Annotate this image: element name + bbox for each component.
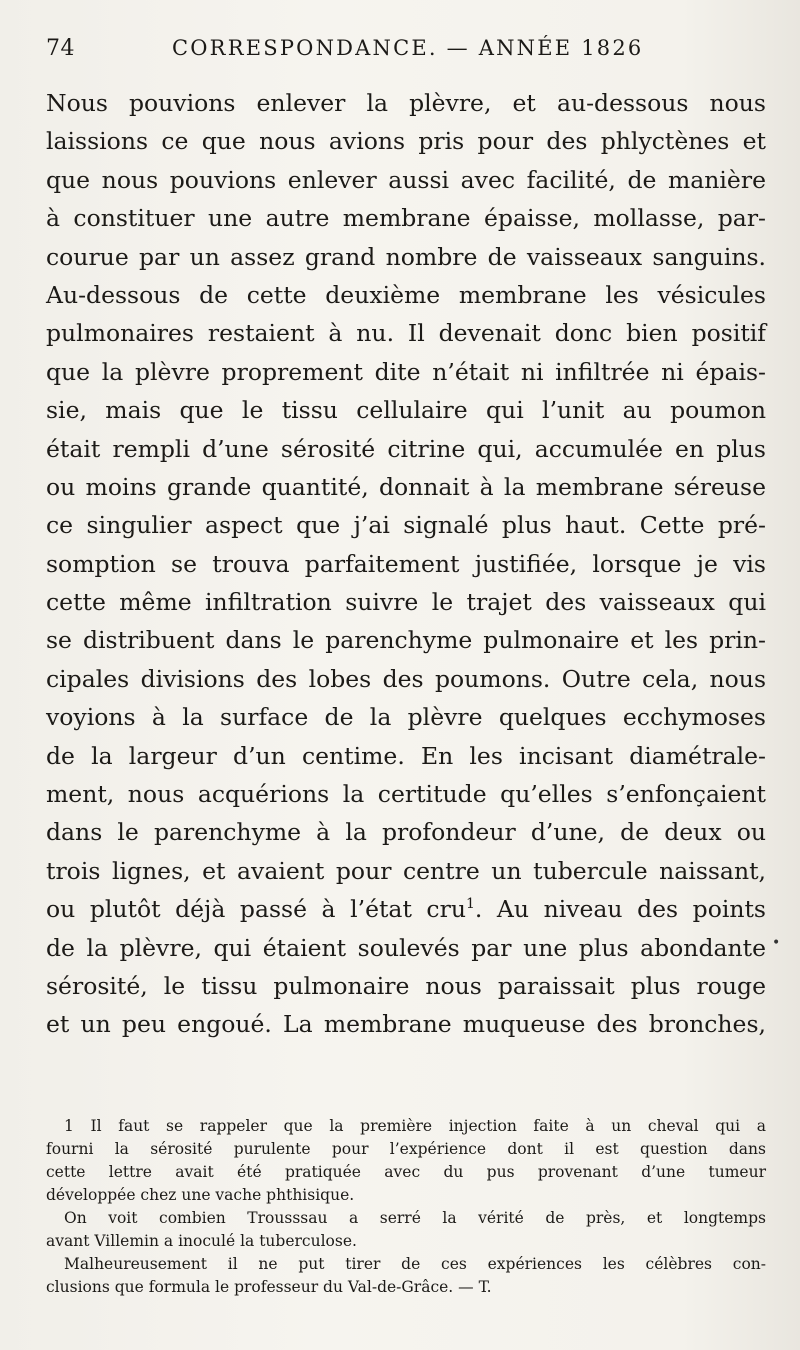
footnote-line: clusions que formula le professeur du Val-de-Grâce. — T. (46, 1278, 492, 1296)
footnote-line (46, 1115, 766, 1138)
text-line: que nous pouvions enlever aussi avec facilité, de manière (46, 165, 766, 194)
text-line: courue par un assez grand nombre de vaisseaux sanguins. (46, 242, 766, 271)
footnote-line: Malheureusement il ne put tirer de ces expériences les célèbres con- (64, 1255, 766, 1273)
footnote-text: Il faut se rappeler que la première injection faite à un cheval qui a (90, 1117, 766, 1135)
text-line: sie, mais que le tissu cellulaire qui l’unit au poumon (46, 396, 766, 425)
text-line: voyions à la surface de la plèvre quelques ecchymoses (46, 703, 766, 732)
text-line: sérosité, le tissu pulmonaire nous paraissait plus rouge (46, 971, 766, 1000)
text-line: que la plèvre proprement dite n’était ni infiltrée ni épais- (46, 357, 766, 386)
running-head: CORRESPONDANCE. — ANNÉE 1826 (172, 36, 644, 60)
text-segment: . Au niveau des points (474, 895, 766, 924)
body-text (46, 84, 766, 1044)
text-line: pulmonaires restaient à nu. Il devenait donc bien positif (46, 319, 766, 348)
page-number: 74 (46, 36, 75, 61)
text-segment: ou plutôt déjà passé à l’état cru (46, 895, 466, 924)
page-header (46, 36, 760, 70)
footnotes (46, 1115, 766, 1299)
text-line-with-footnote-ref (46, 890, 766, 928)
footnote-line: avant Villemin a inoculé la tuberculose. (46, 1232, 357, 1250)
text-line: cette même infiltration suivre le trajet des vaisseaux qui (46, 588, 766, 617)
text-line: de la plèvre, qui étaient soulevés par une plus abondante (46, 933, 766, 962)
text-line: ou moins grande quantité, donnait à la membrane séreuse (46, 472, 766, 501)
text-line: était rempli d’une sérosité citrine qui, accumulée en plus (46, 434, 766, 463)
footnote-marker: 1 (64, 1117, 74, 1135)
text-line: dans le parenchyme à la profondeur d’une, de deux ou (46, 818, 766, 847)
text-line: de la largeur d’un centime. En les incisant diamétrale- (46, 741, 766, 770)
text-line: ment, nous acquérions la certitude qu’elles s’enfonçaient (46, 780, 766, 809)
text-line: cipales divisions des lobes des poumons. Outre cela, nous (46, 664, 766, 693)
text-line: somption se trouva parfaitement justifiée, lorsque je vis (46, 549, 766, 578)
text-line: Au-dessous de cette deuxième membrane les vésicules (46, 280, 766, 309)
text-line: ce singulier aspect que j’ai signalé plus haut. Cette pré- (46, 511, 766, 540)
text-line: et un peu engoué. La membrane muqueuse des bronches, (46, 1010, 766, 1039)
footnote-line: développée chez une vache phthisique. (46, 1186, 355, 1204)
text-line: se distribuent dans le parenchyme pulmonaire et les prin- (46, 626, 766, 655)
text-line: Nous pouvions enlever la plèvre, et au-dessous nous (46, 89, 766, 117)
footnote-line: On voit combien Trousssau a serré la vérité de près, et longtemps (64, 1209, 766, 1227)
text-line: trois lignes, et avaient pour centre un tubercule naissant, (46, 856, 766, 885)
footnote-reference[interactable]: 1 (465, 896, 475, 913)
text-line: laissions ce que nous avions pris pour des phlyctènes et (46, 127, 766, 156)
margin-dot: • (772, 935, 781, 951)
footnote-line: cette lettre avait été pratiquée avec du pus provenant d’une tumeur (46, 1163, 766, 1181)
text-line: à constituer une autre membrane épaisse, mollasse, par- (46, 204, 766, 233)
footnote-line: fourni la sérosité purulente pour l’expérience dont il est question dans (46, 1140, 766, 1158)
